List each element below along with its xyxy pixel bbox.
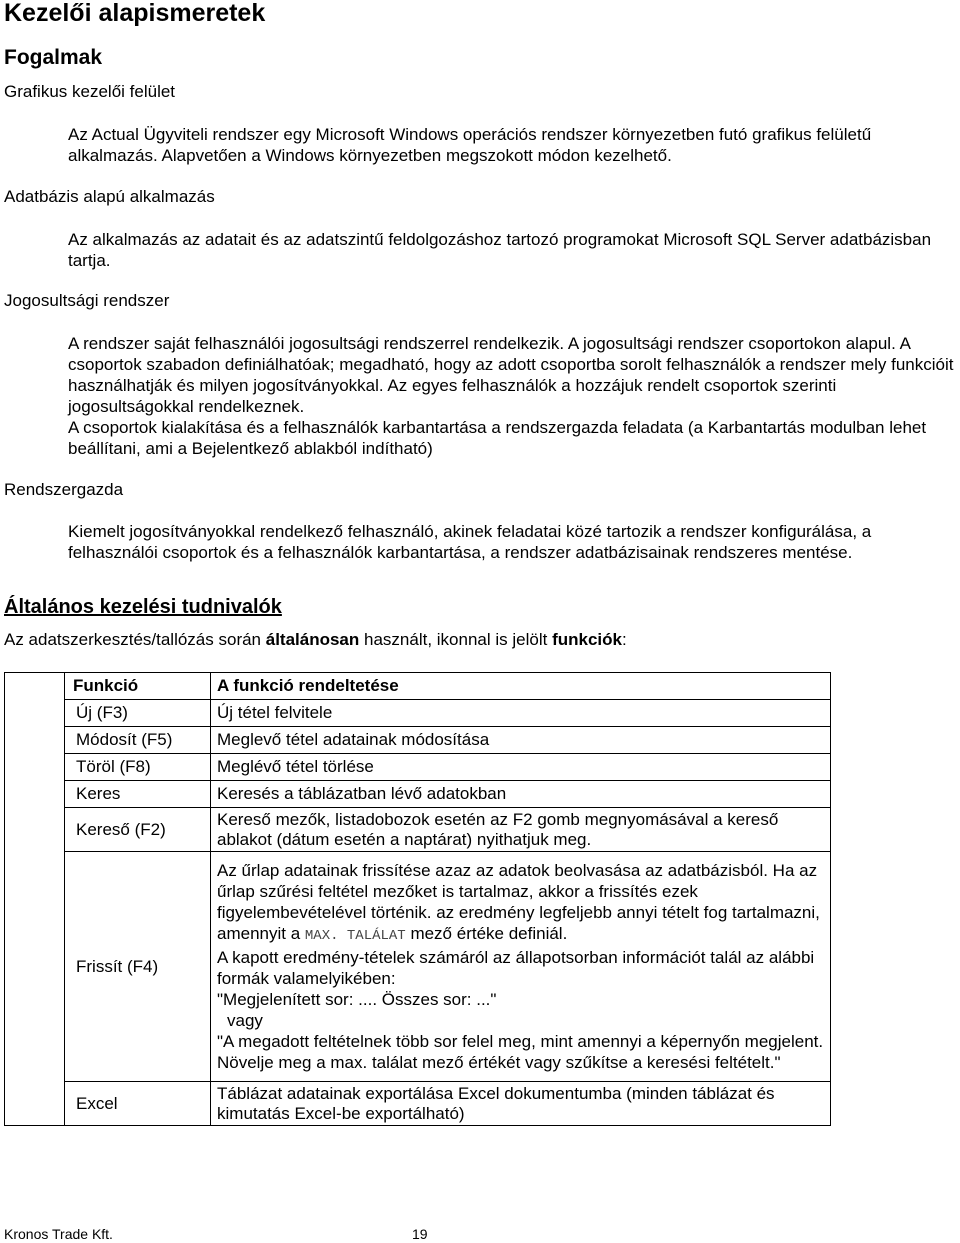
function-name: Töröl (F8): [65, 754, 211, 781]
function-description: [211, 754, 831, 781]
description-line: Keresés a táblázatban lévő adatokban: [217, 784, 507, 803]
function-description: [211, 781, 831, 808]
description-line: "Megjelenített sor: .... Összes sor: ...": [217, 990, 497, 1009]
definition-paragraph: Kiemelt jogosítványokkal rendelkező felhasználó, akinek feladatai közé tartozik a rendszer konfigurálása, a felhasználói csoportok és a felhasználók karbantartása, a rendszer adatbázisainak rendszeres mentése.: [68, 522, 872, 562]
intro-text: :: [621, 630, 627, 649]
description-line: Kereső mezők, listadobozok esetén az F2 gomb megnyomásával a kereső ablakot (dátum esetén a naptárat) nyithatjuk meg.: [217, 809, 779, 849]
table-row: [5, 808, 831, 852]
function-description: [211, 727, 831, 754]
description-text: Az űrlap adatainak frissítése azaz az adatok beolvasása az adatbázisból. Ha az űrlap szűrési feltétel mezőket is tartalmaz, akkor a frissítés ezek figyelembevételével történik. az eredmény legfeljebb annyi tételt fog tartalmazni, amennyit a: [217, 861, 820, 943]
function-description: [211, 700, 831, 727]
description-line: Meglevő tétel adatainak módosítása: [217, 730, 490, 749]
table-header-row: [5, 673, 831, 700]
table-row: [5, 781, 831, 808]
table-row: [5, 852, 831, 1082]
intro-bold-functions: funkciók: [552, 630, 622, 649]
function-description: [211, 852, 831, 1082]
description-line: "A megadott feltételnek több sor felel meg, mint amennyi a képernyőn megjelent. Növelje meg a max. találat mező értékét vagy szűkítse a keresési feltételt.": [217, 1032, 824, 1072]
description-line: [217, 860, 830, 947]
field-name-max-result: MAX. TALÁLAT: [304, 928, 406, 944]
intro-text: használt, ikonnal is jelölt: [359, 630, 553, 649]
footer-page-number: 19: [412, 1226, 428, 1242]
footer-company: Kronos Trade Kft.: [4, 1226, 113, 1242]
section-heading-concepts: Fogalmak: [4, 46, 103, 69]
section-heading-general: Általános kezelési tudnivalók: [4, 596, 282, 618]
functions-table: [4, 672, 831, 1126]
function-name: Módosít (F5): [65, 727, 211, 754]
function-name: Excel: [65, 1082, 211, 1126]
definition-paragraph: A csoportok kialakítása és a felhasználók karbantartása a rendszergazda feladata (a Karbantartás modulban lehet beállítani, ami a Bejelentkező ablakból indítható): [68, 418, 927, 458]
table-row: [5, 727, 831, 754]
description-line: vagy: [227, 1011, 263, 1030]
function-description: [211, 1082, 831, 1126]
definition-paragraph: A rendszer saját felhasználói jogosultsági rendszerrel rendelkezik. A jogosultsági rendszer csoportokon alapul. A csoportok szabadon definiálhatóak; megadható, hogy az adott csoportba sorolt felhasználók a rendszer mely funkcióit használhatják és milyen jogosítványokkal. Az egyes felhasználók a hozzájuk rendelt csoportok szerinti jogosultságokkal rendelkeznek.: [68, 334, 954, 416]
function-name: Kereső (F2): [65, 808, 211, 852]
description-line: Meglévő tétel törlése: [217, 757, 374, 776]
concept-term-database-app: Adatbázis alapú alkalmazás: [4, 187, 215, 206]
concept-definition-gui: [68, 124, 960, 166]
general-intro: [4, 629, 627, 651]
definition-paragraph: Az Actual Ügyviteli rendszer egy Microsoft Windows operációs rendszer környezetben futó grafikus felületű alkalmazás. Alapvetően a Windows környezetben megszokott módon kezelhető.: [68, 125, 872, 165]
table-row: [5, 1082, 831, 1126]
concept-term-permission-system: Jogosultsági rendszer: [4, 291, 170, 310]
header-function: Funkció: [65, 673, 211, 700]
function-name: Keres: [65, 781, 211, 808]
concept-term-gui: Grafikus kezelői felület: [4, 82, 176, 101]
table-margin-column: [5, 673, 65, 1126]
table-row: [5, 700, 831, 727]
table-row: [5, 754, 831, 781]
concept-term-sysadmin: Rendszergazda: [4, 480, 124, 499]
function-description: [211, 808, 831, 852]
concept-definition-permission-system: [68, 333, 960, 459]
concept-definition-sysadmin: [68, 521, 960, 563]
intro-bold-generally: általánosan: [265, 630, 360, 649]
description-line: Új tétel felvitele: [217, 703, 333, 722]
header-purpose: A funkció rendeltetése: [211, 673, 831, 700]
concept-definition-database-app: [68, 229, 960, 271]
function-name: Frissít (F4): [65, 852, 211, 1082]
description-line: A kapott eredmény-tételek számáról az állapotsorban információt talál az alábbi formák valamelyikében:: [217, 948, 815, 988]
intro-text: Az adatszerkesztés/tallózás során: [4, 630, 266, 649]
function-name: Új (F3): [65, 700, 211, 727]
definition-paragraph: Az alkalmazás az adatait és az adatszintű feldolgozáshoz tartozó programokat Microsoft SQL Server adatbázisban tartja.: [68, 230, 932, 270]
description-line: Táblázat adatainak exportálása Excel dokumentumba (minden táblázat és kimutatás Excel-be exportálható): [217, 1083, 775, 1123]
page-title: Kezelői alapismeretek: [4, 0, 266, 27]
description-text: mező értéke definiál.: [405, 924, 568, 943]
